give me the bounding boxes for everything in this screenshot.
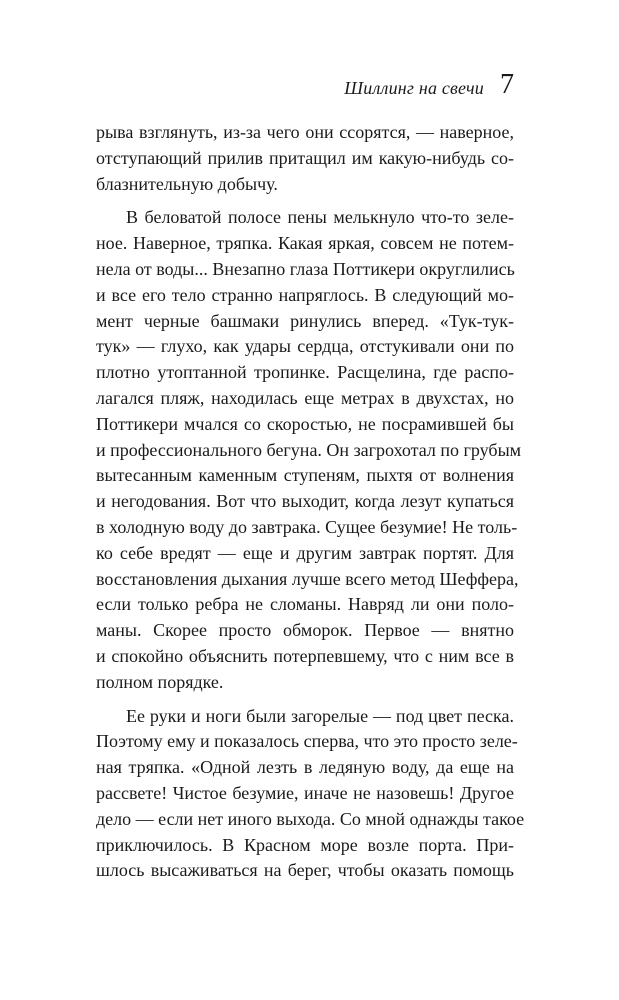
text-line: приключилось. В Красном море возле порта. При-	[96, 834, 514, 855]
text-line: Поттикери мчался со скоростью, не посрамившей бы	[96, 413, 514, 434]
text-line: лагался пляж, находилась еще метрах в двухстах, но	[96, 387, 514, 408]
text-line: Ее руки и ноги были загорелые — под цвет песка.	[126, 705, 514, 726]
text-line: в холодную воду до завтрака. Сущее безумие! Не толь-	[96, 516, 518, 537]
body-text	[96, 120, 525, 884]
running-title: Шиллинг на свечи	[344, 78, 484, 98]
text-line: В беловатой полосе пены мелькнуло что-то зеле-	[126, 207, 514, 228]
text-line: тук» — глухо, как удары сердца, отстукивали они по	[96, 336, 514, 357]
text-line: мент черные башмаки ринулись вперед. «Тук-тук-	[96, 310, 514, 331]
text-line: блазнительную добычу.	[96, 173, 278, 194]
text-line: вытесанным каменным ступеням, пыхтя от волнения	[96, 465, 514, 486]
text-line: ко себе вредят — еще и другим завтрак портят. Для	[96, 542, 514, 563]
text-line: и все его тело странно напряглось. В следующий мо-	[96, 284, 514, 305]
text-line: ная тряпка. «Одной лезть в ледяную воду, да еще на	[96, 757, 514, 778]
paragraph-1	[96, 120, 514, 197]
text-line: и профессионального бегуна. Он загрохотал по грубым	[96, 439, 522, 460]
text-line: плотно утоптанной тропинке. Расщелина, где распо-	[96, 362, 514, 383]
running-header	[96, 70, 514, 100]
text-line: дело — если нет иного выхода. Со мной однажды такое	[96, 808, 525, 829]
text-line: и спокойно объяснить потерпевшему, что с ним все в	[96, 645, 514, 666]
text-line: маны. Скорее просто обморок. Первое — внятно	[96, 620, 514, 641]
text-line: восстановления дыхания лучше всего метод Шеффера,	[96, 568, 519, 589]
paragraph-3	[96, 704, 525, 885]
text-line: полном порядке.	[96, 671, 224, 692]
text-line: Поэтому ему и показалось сперва, что это просто зеле-	[96, 731, 518, 752]
text-line: шлось высаживаться на берег, чтобы оказать помощь	[96, 860, 514, 881]
text-line: рыва взглянуть, из-за чего они ссорятся, — наверное,	[96, 122, 514, 142]
text-line: нела от воды... Внезапно глаза Поттикери округлились	[96, 258, 515, 279]
text-line: отступающий прилив притащил им какую-нибудь со-	[96, 147, 514, 168]
paragraph-2	[96, 205, 522, 695]
text-line: если только ребра не сломаны. Навряд ли они поло-	[96, 594, 514, 615]
text-line: ное. Наверное, тряпка. Какая яркая, совсем не потем-	[96, 233, 514, 254]
text-line: и негодования. Вот что выходит, когда лезут купаться	[96, 491, 514, 512]
page-number: 7	[500, 69, 514, 100]
text-line: рассвете! Чистое безумие, иначе не назовешь! Другое	[96, 782, 514, 803]
